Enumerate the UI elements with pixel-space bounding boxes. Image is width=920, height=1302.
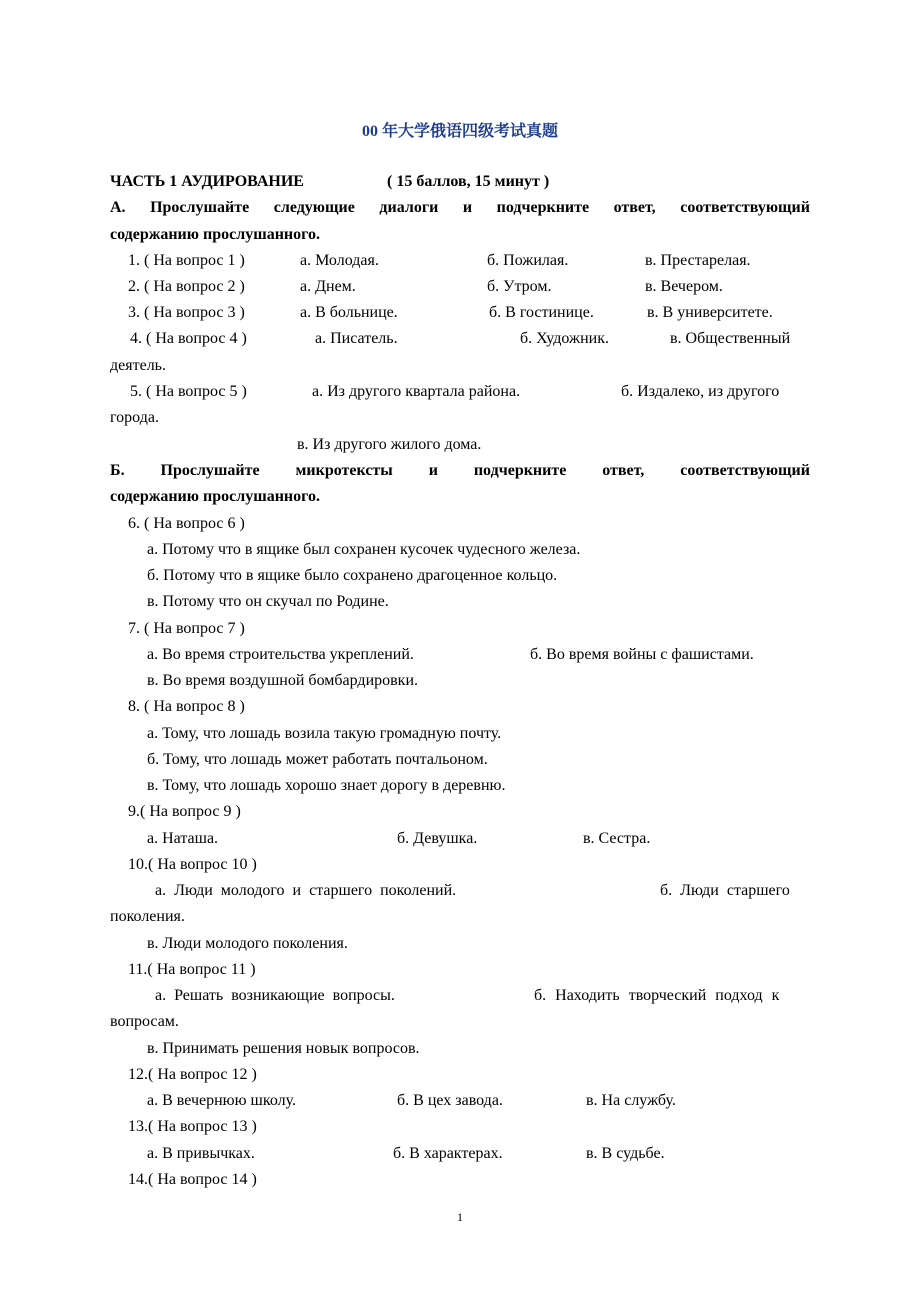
question-number: 1. ( На вопрос 1 ) [128,252,245,269]
answer-option-cont: города. [110,409,159,426]
answer-option: а. Решать возникающие вопросы. [155,987,395,1004]
answer-option: а. Днем. [300,278,356,295]
answer-option: в. Престарелая. [645,252,751,269]
answer-option: в. В университете. [647,304,773,321]
answer-option: а. Из другого квартала района. [312,383,521,400]
question-number: 5. ( На вопрос 5 ) [130,383,247,400]
part-score: ( 15 баллов, 15 минут ) [387,173,550,190]
section-a-instruction: А. Прослушайте следующие диалоги и подчеркните ответ, соответствующий [110,199,810,216]
answer-option: а. Потому что в ящике был сохранен кусочек чудесного железа. [147,541,581,558]
answer-option: б. Во время войны с фашистами. [530,646,754,663]
question-number: 6. ( На вопрос 6 ) [128,515,245,532]
answer-option: б. Издалеко, из другого [621,383,780,400]
question-number: 4. ( На вопрос 4 ) [130,330,247,347]
answer-option: в. На службу. [586,1092,676,1109]
question-number: 14.( На вопрос 14 ) [128,1171,257,1188]
answer-option: в. Принимать решения новык вопросов. [147,1040,420,1057]
answer-option-cont: поколения. [110,908,185,925]
answer-option-cont: деятель. [110,357,166,374]
question-number: 11.( На вопрос 11 ) [128,961,256,978]
answer-option: в. Тому, что лошадь хорошо знает дорогу в деревню. [147,777,506,794]
part-heading: ЧАСТЬ 1 АУДИРОВАНИЕ [110,173,304,190]
question-number: 2. ( На вопрос 2 ) [128,278,245,295]
section-b-instruction-cont: содержанию прослушанного. [110,488,321,505]
question-number: 7. ( На вопрос 7 ) [128,620,245,637]
answer-option: б. В гостинице. [489,304,594,321]
question-number: 9.( На вопрос 9 ) [128,803,241,820]
answer-option: б. Потому что в ящике было сохранено драгоценное кольцо. [147,567,558,584]
answer-option: б. В цех завода. [397,1092,503,1109]
answer-option: а. В больнице. [300,304,398,321]
question-number: 8. ( На вопрос 8 ) [128,698,245,715]
answer-option: а. Писатель. [315,330,398,347]
page-number: 1 [457,1210,463,1224]
answer-option: а. Во время строительства укреплений. [147,646,414,663]
answer-option: а. В вечернюю школу. [147,1092,297,1109]
answer-option: б. В характерах. [393,1145,503,1162]
answer-option: в. Вечером. [645,278,723,295]
answer-option: в. Во время воздушной бомбардировки. [147,672,419,689]
answer-option: б. Девушка. [397,830,478,847]
answer-option: в. Общественный [670,330,791,347]
answer-option: а. Тому, что лошадь возила такую громадную почту. [147,725,502,742]
answer-option: в. Люди молодого поколения. [147,935,348,952]
answer-option: б. Пожилая. [487,252,569,269]
answer-option: б. Художник. [520,330,609,347]
answer-option: в. Сестра. [583,830,651,847]
answer-option: б. Люди старшего [660,882,790,899]
answer-option: а. Наташа. [147,830,219,847]
question-number: 13.( На вопрос 13 ) [128,1118,257,1135]
answer-option: б. Находить творческий подход к [534,987,780,1004]
section-a-instruction-cont: содержанию прослушанного. [110,226,321,243]
answer-option: б. Утром. [487,278,552,295]
page-title: 00 年大学俄语四级考试真题 [361,123,558,140]
answer-option: в. В судьбе. [586,1145,665,1162]
question-number: 10.( На вопрос 10 ) [128,856,257,873]
question-number: 12.( На вопрос 12 ) [128,1066,257,1083]
answer-option: а. В привычках. [147,1145,255,1162]
answer-option: а. Молодая. [300,252,379,269]
answer-option: в. Из другого жилого дома. [297,436,482,453]
question-number: 3. ( На вопрос 3 ) [128,304,245,321]
section-b-instruction: Б. Прослушайте микротексты и подчеркните ответ, соответствующий [110,462,810,479]
answer-option: а. Люди молодого и старшего поколений. [155,882,457,899]
answer-option: в. Потому что он скучал по Родине. [147,593,389,610]
answer-option: б. Тому, что лошадь может работать почтальоном. [147,751,488,768]
answer-option-cont: вопросам. [110,1013,179,1030]
